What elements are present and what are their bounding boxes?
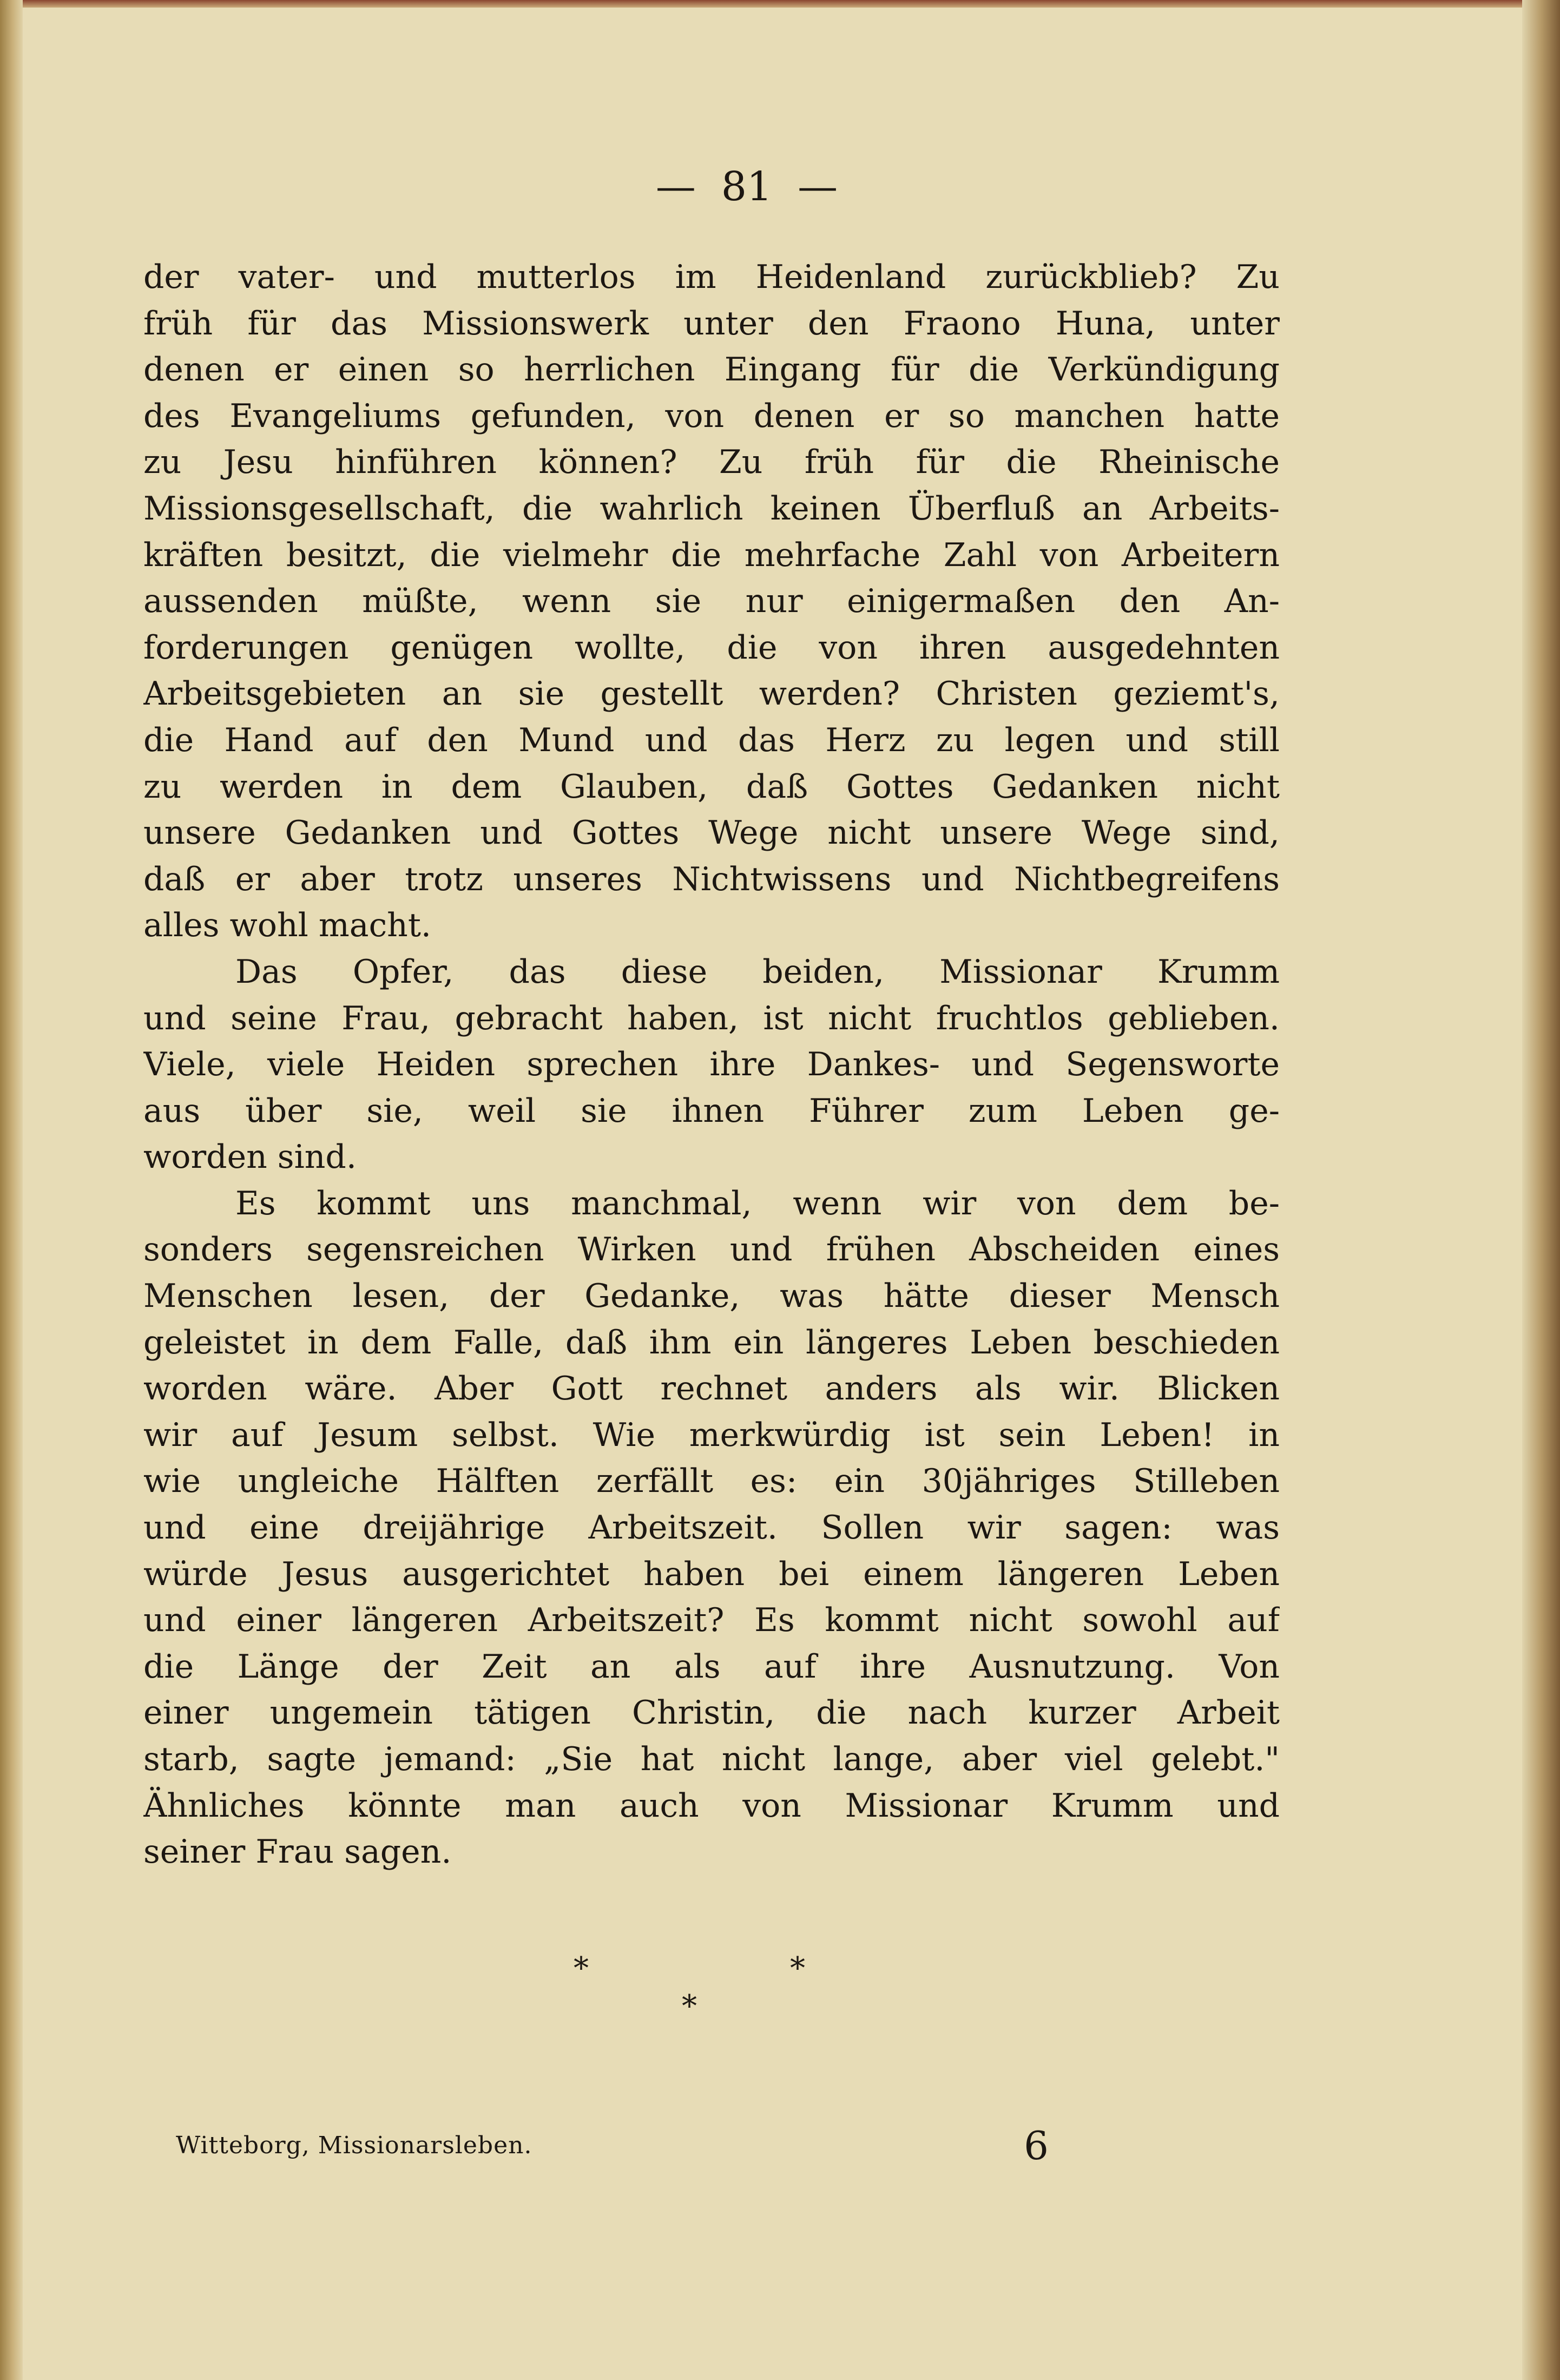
separator-star: * [790, 1951, 805, 1986]
text-line: die Länge der Zeit an als auf ihre Ausnutzung. Von [143, 1647, 1280, 1686]
text-line: worden wäre. Aber Gott rechnet anders als wir. Blicken [143, 1370, 1280, 1408]
text-line: zu Jesu hinführen können? Zu früh für die Rheinische [143, 443, 1280, 482]
text-line: einer ungemein tätigen Christin, die nach kurzer Arbeit [143, 1694, 1280, 1732]
text-line: seiner Frau sagen. [143, 1833, 452, 1871]
text-line: unsere Gedanken und Gottes Wege nicht unsere Wege sind, [143, 814, 1280, 852]
text-line: die Hand auf den Mund und das Herz zu legen und still [143, 721, 1280, 759]
binding-edge [0, 0, 23, 2380]
text-line: Ähnliches könnte man auch von Missionar Krumm und [143, 1786, 1280, 1825]
text-line: alles wohl macht. [143, 906, 432, 945]
text-line: kräften besitzt, die vielmehr die mehrfache Zahl von Arbeitern [143, 536, 1280, 574]
text-line: forderungen genügen wollte, die von ihren ausgedehnten [143, 628, 1280, 667]
text-line: des Evangeliums gefunden, von denen er so manchen hatte [143, 397, 1280, 435]
text-line: Missionsgesellschaft, die wahrlich keinen Überfluß an Arbeits- [143, 489, 1280, 528]
text-line: Menschen lesen, der Gedanke, was hätte dieser Mensch [143, 1277, 1280, 1316]
text-line: wir auf Jesum selbst. Wie merkwürdig ist sein Leben! in [143, 1416, 1280, 1454]
text-line: starb, sagte jemand: „Sie hat nicht lange, aber viel gelebt." [143, 1740, 1280, 1778]
text-line: geleistet in dem Falle, daß ihm ein längeres Leben beschieden [143, 1323, 1280, 1362]
text-line: daß er aber trotz unseres Nichtwissens und Nichtbegreifens [143, 860, 1280, 898]
paragraph-start-line: Das Opfer, das diese beiden, Missionar Krumm [235, 952, 1280, 991]
text-line: und seine Frau, gebracht haben, ist nicht fruchtlos geblieben. [143, 999, 1280, 1037]
text-line: der vater- und mutterlos im Heidenland zurückblieb? Zu [143, 258, 1280, 296]
body-text [143, 254, 1280, 1876]
text-line: wie ungleiche Hälften zerfällt es: ein 30jähriges Stilleben [143, 1462, 1280, 1501]
text-line: denen er einen so herrlichen Eingang für die Verkündigung [143, 351, 1280, 389]
text-line: aussenden müßte, wenn sie nur einigermaßen den An- [143, 582, 1280, 621]
separator-star: * [682, 1989, 697, 2024]
text-line: worden sind. [143, 1138, 357, 1176]
page-top-edge [0, 0, 1560, 8]
text-line: würde Jesus ausgerichtet haben bei einem längeren Leben [143, 1555, 1280, 1593]
footer-signature-mark: 6 [1024, 2123, 1049, 2168]
footer-book-title: Witteborg, Missionarsleben. [176, 2132, 532, 2159]
page-right-edge [1522, 0, 1560, 2380]
text-line: Arbeitsgebieten an sie gestellt werden? Christen geziemt's, [143, 675, 1280, 713]
text-line: zu werden in dem Glauben, daß Gottes Gedanken nicht [143, 767, 1280, 806]
text-line: früh für das Missionswerk unter den Fraono Huna, unter [143, 304, 1280, 343]
section-separator [541, 1951, 844, 2040]
text-line: und eine dreijährige Arbeitszeit. Sollen wir sagen: was [143, 1509, 1280, 1547]
text-line: aus über sie, weil sie ihnen Führer zum Leben ge- [143, 1092, 1280, 1130]
page-number-header: — 81 — [655, 163, 838, 210]
text-line: sonders segensreichen Wirken und frühen Abscheiden eines [143, 1231, 1280, 1269]
text-line: und einer längeren Arbeitszeit? Es kommt nicht sowohl auf [143, 1601, 1280, 1640]
paragraph-start-line: Es kommt uns manchmal, wenn wir von dem be- [235, 1184, 1280, 1222]
text-line: Viele, viele Heiden sprechen ihre Dankes- und Segensworte [143, 1046, 1280, 1084]
separator-star: * [574, 1951, 589, 1986]
